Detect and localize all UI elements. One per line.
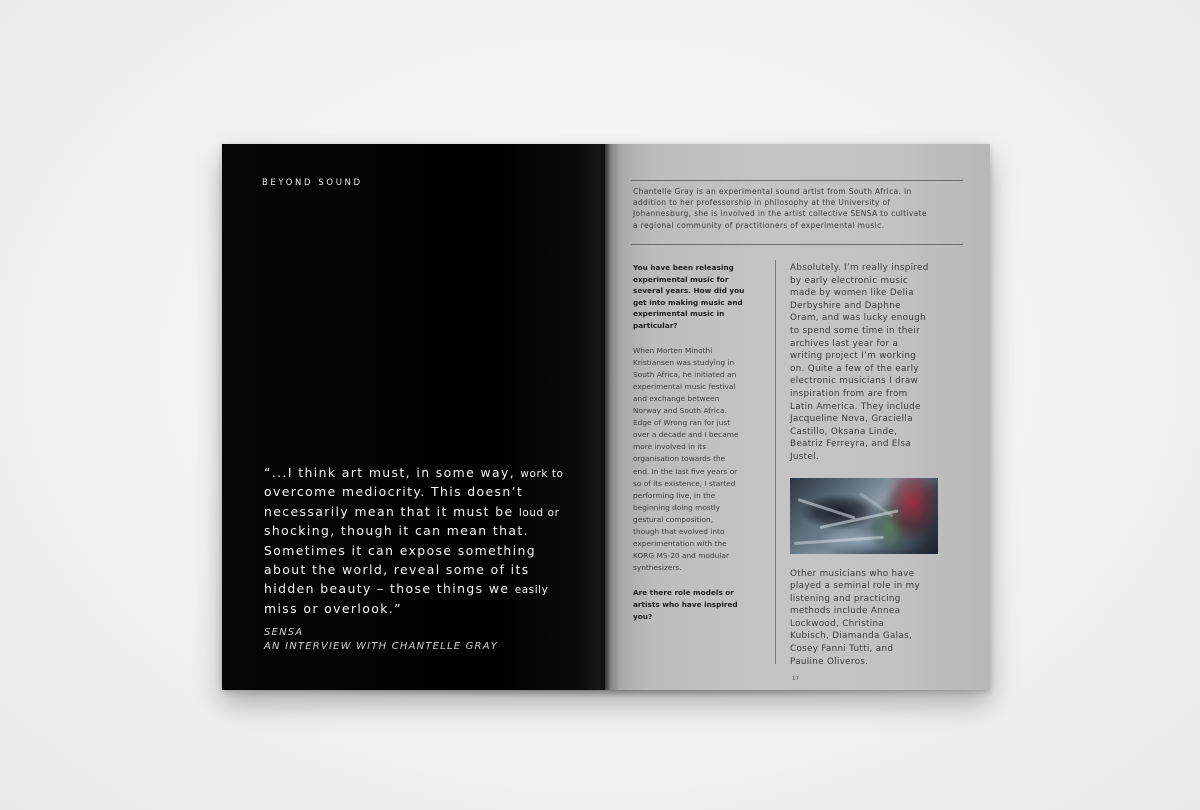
- quote-line: miss or overlook.”: [264, 600, 402, 616]
- photo-detail: [798, 498, 856, 519]
- interview-question-2: [633, 587, 771, 622]
- quote-line: “...I think art must, in some way, work to: [264, 465, 564, 480]
- pull-quote: [264, 464, 584, 619]
- answer-line: Oram, and was lucky enough: [790, 313, 926, 324]
- question-line: you?: [633, 611, 653, 621]
- photo-detail: [794, 535, 884, 544]
- answer-line: Norway and South Africa.: [633, 406, 727, 416]
- answer-line: Jacqueline Nova, Graciella: [790, 414, 913, 425]
- answer-line: synthesizers.: [633, 563, 682, 573]
- question-line: experimental music for: [633, 274, 729, 284]
- intro-rule-top: [631, 180, 963, 181]
- article-photo: [790, 478, 938, 554]
- quote-line: overcome mediocrity. This doesn’t: [264, 484, 524, 500]
- answer-line: Lockwood, Christina: [790, 618, 885, 629]
- answer-line: methods include Annea: [790, 606, 901, 617]
- interview-column-right: [790, 262, 960, 668]
- answer-line: beginning doing mostly: [633, 502, 721, 512]
- intro-line: Chantelle Gray is an experimental sound artist from South Africa. In: [633, 187, 912, 196]
- attribution-source: SENSA: [264, 627, 304, 638]
- answer-line: electronic musicians I draw: [790, 376, 919, 387]
- answer-line: Justel.: [790, 451, 819, 462]
- answer-line: When Morten Minothi: [633, 345, 713, 355]
- answer-line: organisation towards the: [633, 454, 726, 464]
- answer-line: played a seminal role in my: [790, 581, 920, 592]
- left-page: [222, 144, 605, 690]
- answer-line: archives last year for a: [790, 338, 899, 349]
- answer-line: Castillo, Oksana Linde,: [790, 426, 898, 437]
- quote-line: necessarily mean that it must be loud or: [264, 503, 560, 519]
- answer-line: Beatriz Ferreyra, and Elsa: [790, 439, 911, 450]
- answer-line: performing live, in the: [633, 490, 716, 500]
- answer-line: by early electronic music: [790, 275, 908, 286]
- question-line: particular?: [633, 320, 678, 330]
- quote-line: about the world, reveal some of its: [264, 562, 530, 578]
- intro-rule-bottom: [631, 244, 963, 245]
- answer-line: writing project I’m working: [790, 351, 917, 362]
- answer-line: Other musicians who have: [790, 568, 915, 579]
- answer-line: Absolutely. I’m really inspired: [790, 263, 929, 273]
- interview-column-left: [633, 262, 771, 622]
- question-line: several years. How did you: [633, 286, 745, 296]
- interview-answer-2b: [790, 568, 960, 669]
- section-label: BEYOND SOUND: [262, 178, 363, 188]
- question-line: experimental music in: [633, 309, 725, 319]
- answer-line: gestural composition,: [633, 514, 714, 524]
- answer-line: end. In the last five years or: [633, 466, 738, 476]
- quote-line: Sometimes it can expose something: [264, 542, 536, 558]
- intro-line: addition to her professorship in philosophy at the University of: [633, 198, 891, 208]
- answer-line: experimentation with the: [633, 539, 727, 549]
- answer-line: Derbyshire and Daphne: [790, 300, 901, 311]
- quote-attribution: [264, 626, 498, 654]
- answer-line: made by women like Delia: [790, 288, 914, 299]
- answer-line: on. Quite a few of the early: [790, 363, 919, 374]
- answer-line: more involved in its: [633, 442, 707, 452]
- magazine-spread: [222, 144, 990, 690]
- answer-line: Kristiansen was studying in: [633, 357, 735, 367]
- answer-line: though that evolved into: [633, 526, 725, 536]
- answer-line: Latin America. They include: [790, 401, 921, 412]
- interview-answer-2a: [790, 262, 960, 464]
- intro-line: Johannesburg, she is involved in the artist collective SENSA to cultivate: [633, 209, 927, 219]
- interview-question-1: [633, 262, 771, 332]
- column-divider: [775, 260, 776, 664]
- intro-line: a regional community of practitioners of experimental music.: [633, 220, 885, 230]
- attribution-title: AN INTERVIEW WITH CHANTELLE GRAY: [264, 641, 499, 652]
- answer-line: listening and practicing: [790, 593, 901, 604]
- answer-line: Kubisch, Diamanda Galas,: [790, 631, 913, 642]
- answer-line: and exchange between: [633, 393, 720, 403]
- quote-line: hidden beauty – those things we easily: [264, 581, 549, 597]
- answer-line: to spend some time in their: [790, 325, 920, 336]
- page-gutter: [599, 144, 619, 690]
- right-page: [605, 144, 990, 690]
- question-line: You have been releasing: [633, 263, 734, 272]
- page-number: 17: [792, 676, 799, 682]
- question-line: Are there role models or: [633, 588, 734, 598]
- answer-line: KORG MS-20 and modular: [633, 551, 729, 561]
- quote-line: shocking, though it can mean that.: [264, 523, 529, 539]
- answer-line: Cosey Fanni Tutti, and: [790, 644, 894, 655]
- answer-line: South Africa, he initiated an: [633, 369, 737, 379]
- answer-line: inspiration from are from: [790, 388, 908, 399]
- intro-paragraph: [633, 186, 965, 231]
- answer-line: Edge of Wrong ran for just: [633, 418, 731, 428]
- interview-answer-1: [633, 345, 771, 575]
- answer-line: over a decade and I became: [633, 430, 739, 440]
- answer-line: Pauline Oliveros.: [790, 656, 869, 667]
- answer-line: experimental music festival: [633, 381, 736, 391]
- question-line: get into making music and: [633, 297, 743, 307]
- answer-line: so of its existence, I started: [633, 478, 736, 488]
- question-line: artists who have inspired: [633, 599, 738, 609]
